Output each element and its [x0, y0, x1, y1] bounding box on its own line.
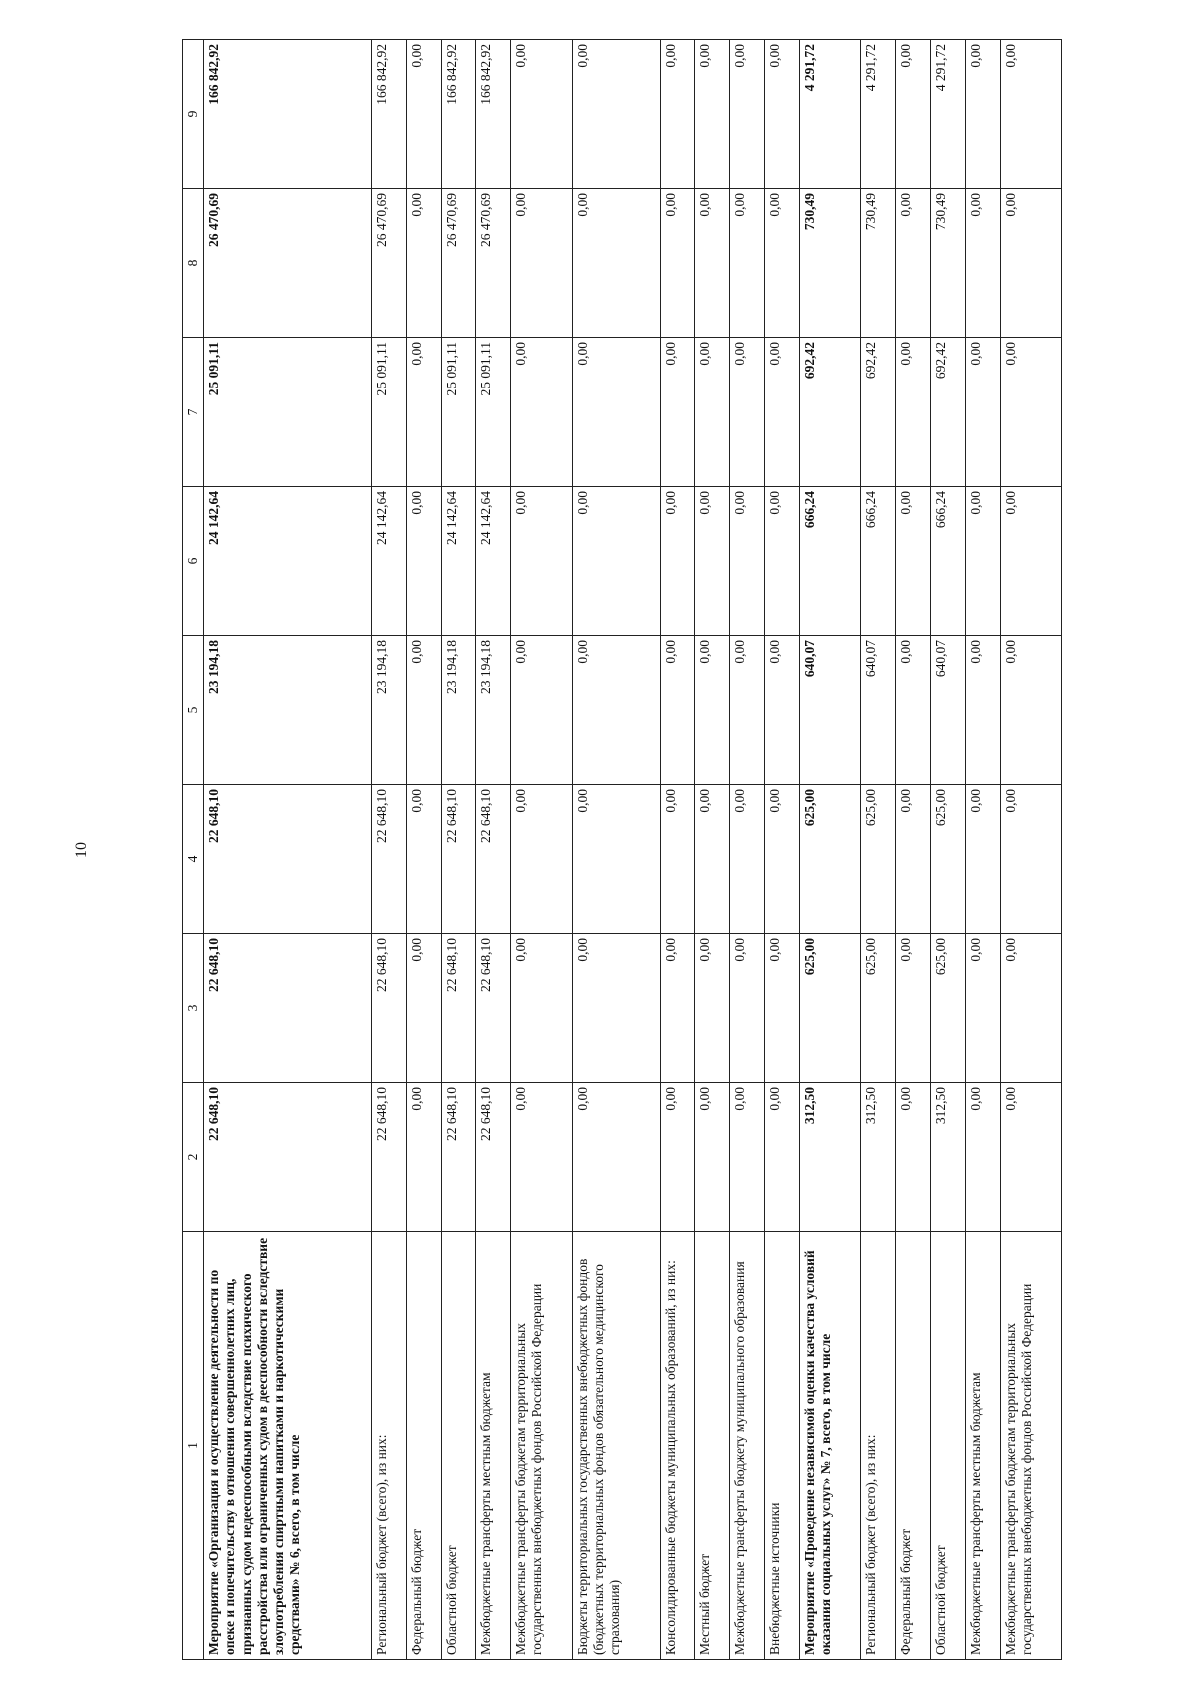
value-cell: 640,07 — [861, 636, 896, 785]
value-cell: 0,00 — [660, 487, 695, 636]
table-row — [1000, 40, 1061, 1660]
value-cell: 4 291,72 — [799, 40, 860, 189]
row-label: Межбюджетные трансферты бюджетам территориальных государственных внебюджетных фондов Российской Федерации — [511, 1232, 572, 1660]
value-cell: 692,42 — [799, 338, 860, 487]
value-cell: 0,00 — [965, 1083, 1000, 1232]
value-cell: 26 470,69 — [476, 189, 511, 338]
value-cell: 0,00 — [695, 189, 730, 338]
value-cell: 0,00 — [765, 40, 800, 189]
table-row — [572, 40, 660, 1660]
value-cell: 0,00 — [406, 785, 441, 934]
value-cell: 0,00 — [511, 487, 572, 636]
value-cell: 0,00 — [965, 785, 1000, 934]
value-cell: 25 091,11 — [371, 338, 406, 487]
value-cell: 0,00 — [896, 338, 931, 487]
row-label: Межбюджетные трансферты бюджету муниципального образования — [730, 1232, 765, 1660]
value-cell: 692,42 — [861, 338, 896, 487]
column-header: 3 — [183, 934, 204, 1083]
row-label: Мероприятие «Проведение независимой оценки качества условий оказания социальных услуг» № 7, всего, в том числе — [799, 1232, 860, 1660]
column-header: 9 — [183, 40, 204, 189]
value-cell: 0,00 — [406, 338, 441, 487]
value-cell: 0,00 — [511, 636, 572, 785]
value-cell: 0,00 — [1000, 189, 1061, 338]
value-cell: 0,00 — [765, 1083, 800, 1232]
value-cell: 625,00 — [930, 785, 965, 934]
value-cell: 0,00 — [660, 934, 695, 1083]
table-row — [896, 40, 931, 1660]
value-cell: 730,49 — [799, 189, 860, 338]
value-cell: 24 142,64 — [204, 487, 372, 636]
value-cell: 0,00 — [730, 189, 765, 338]
column-header: 4 — [183, 785, 204, 934]
value-cell: 0,00 — [406, 1083, 441, 1232]
value-cell: 730,49 — [930, 189, 965, 338]
value-cell: 22 648,10 — [371, 934, 406, 1083]
value-cell: 0,00 — [730, 636, 765, 785]
table-row — [799, 40, 860, 1660]
value-cell: 0,00 — [572, 785, 660, 934]
value-cell: 0,00 — [1000, 487, 1061, 636]
value-cell: 22 648,10 — [476, 1083, 511, 1232]
page-number: 10 — [73, 842, 90, 858]
value-cell: 0,00 — [1000, 636, 1061, 785]
row-label: Областной бюджет — [441, 1232, 476, 1660]
value-cell: 22 648,10 — [441, 1083, 476, 1232]
value-cell: 0,00 — [695, 934, 730, 1083]
value-cell: 22 648,10 — [204, 1083, 372, 1232]
header-row — [183, 40, 204, 1660]
value-cell: 0,00 — [730, 1083, 765, 1232]
table-row — [965, 40, 1000, 1660]
value-cell: 0,00 — [965, 934, 1000, 1083]
value-cell: 4 291,72 — [930, 40, 965, 189]
value-cell: 22 648,10 — [441, 785, 476, 934]
table-row — [441, 40, 476, 1660]
table-row — [730, 40, 765, 1660]
value-cell: 22 648,10 — [204, 934, 372, 1083]
value-cell: 0,00 — [965, 338, 1000, 487]
value-cell: 312,50 — [930, 1083, 965, 1232]
value-cell: 26 470,69 — [204, 189, 372, 338]
value-cell: 0,00 — [695, 785, 730, 934]
value-cell: 0,00 — [572, 636, 660, 785]
value-cell: 625,00 — [861, 785, 896, 934]
value-cell: 166 842,92 — [204, 40, 372, 189]
value-cell: 0,00 — [572, 934, 660, 1083]
value-cell: 24 142,64 — [371, 487, 406, 636]
value-cell: 166 842,92 — [371, 40, 406, 189]
value-cell: 22 648,10 — [476, 785, 511, 934]
table-body — [204, 40, 1062, 1660]
value-cell: 0,00 — [765, 189, 800, 338]
column-header: 1 — [183, 1232, 204, 1660]
table-row — [476, 40, 511, 1660]
value-cell: 625,00 — [799, 785, 860, 934]
row-label: Региональный бюджет (всего), из них: — [371, 1232, 406, 1660]
value-cell: 0,00 — [660, 636, 695, 785]
row-label: Местный бюджет — [695, 1232, 730, 1660]
value-cell: 166 842,92 — [441, 40, 476, 189]
value-cell: 666,24 — [930, 487, 965, 636]
value-cell: 22 648,10 — [204, 785, 372, 934]
value-cell: 0,00 — [765, 338, 800, 487]
value-cell: 24 142,64 — [441, 487, 476, 636]
value-cell: 0,00 — [896, 1083, 931, 1232]
value-cell: 25 091,11 — [204, 338, 372, 487]
table-row — [660, 40, 695, 1660]
value-cell: 0,00 — [965, 636, 1000, 785]
value-cell: 0,00 — [572, 338, 660, 487]
value-cell: 0,00 — [406, 189, 441, 338]
value-cell: 0,00 — [695, 338, 730, 487]
budget-table-container — [182, 40, 1062, 1660]
value-cell: 0,00 — [695, 40, 730, 189]
row-label: Консолидированные бюджеты муниципальных образований, из них: — [660, 1232, 695, 1660]
value-cell: 26 470,69 — [371, 189, 406, 338]
value-cell: 0,00 — [896, 189, 931, 338]
value-cell: 0,00 — [730, 934, 765, 1083]
column-header: 7 — [183, 338, 204, 487]
value-cell: 0,00 — [511, 40, 572, 189]
value-cell: 0,00 — [695, 487, 730, 636]
value-cell: 0,00 — [572, 189, 660, 338]
value-cell: 22 648,10 — [441, 934, 476, 1083]
value-cell: 25 091,11 — [476, 338, 511, 487]
column-header: 6 — [183, 487, 204, 636]
value-cell: 730,49 — [861, 189, 896, 338]
value-cell: 23 194,18 — [476, 636, 511, 785]
value-cell: 0,00 — [1000, 934, 1061, 1083]
table-row — [371, 40, 406, 1660]
row-label: Межбюджетные трансферты бюджетам территориальных государственных внебюджетных фондов Российской Федерации — [1000, 1232, 1061, 1660]
value-cell: 312,50 — [861, 1083, 896, 1232]
column-header: 5 — [183, 636, 204, 785]
value-cell: 0,00 — [572, 1083, 660, 1232]
table-row — [930, 40, 965, 1660]
budget-table — [182, 39, 1062, 1660]
value-cell: 0,00 — [965, 487, 1000, 636]
value-cell: 0,00 — [511, 1083, 572, 1232]
value-cell: 0,00 — [1000, 1083, 1061, 1232]
value-cell: 0,00 — [896, 785, 931, 934]
value-cell: 0,00 — [965, 40, 1000, 189]
value-cell: 24 142,64 — [476, 487, 511, 636]
value-cell: 0,00 — [406, 636, 441, 785]
value-cell: 0,00 — [406, 934, 441, 1083]
value-cell: 0,00 — [660, 189, 695, 338]
value-cell: 26 470,69 — [441, 189, 476, 338]
value-cell: 625,00 — [930, 934, 965, 1083]
value-cell: 23 194,18 — [371, 636, 406, 785]
value-cell: 0,00 — [572, 40, 660, 189]
value-cell: 0,00 — [660, 338, 695, 487]
row-label: Межбюджетные трансферты местным бюджетам — [476, 1232, 511, 1660]
value-cell: 0,00 — [765, 487, 800, 636]
row-label: Региональный бюджет (всего), из них: — [861, 1232, 896, 1660]
value-cell: 0,00 — [896, 636, 931, 785]
row-label: Внебюджетные источники — [765, 1232, 800, 1660]
value-cell: 666,24 — [799, 487, 860, 636]
value-cell: 0,00 — [1000, 338, 1061, 487]
table-row — [861, 40, 896, 1660]
value-cell: 4 291,72 — [861, 40, 896, 189]
value-cell: 0,00 — [660, 1083, 695, 1232]
row-label: Федеральный бюджет — [896, 1232, 931, 1660]
column-header: 2 — [183, 1083, 204, 1232]
table-row — [204, 40, 372, 1660]
value-cell: 625,00 — [861, 934, 896, 1083]
row-label: Мероприятие «Организация и осуществление деятельности по опеке и попечительству в отношении совершеннолетних лиц, признанных судом недееспособными вследствие психического расстройства или ограниченных судом в дееспособности вследствие злоупотребления спиртными напитками и наркотическими средствами» № 6, всего, в том числе — [204, 1232, 372, 1660]
value-cell: 25 091,11 — [441, 338, 476, 487]
value-cell: 0,00 — [572, 487, 660, 636]
row-label: Федеральный бюджет — [406, 1232, 441, 1660]
value-cell: 22 648,10 — [371, 785, 406, 934]
row-label: Бюджеты территориальных государственных внебюджетных фондов (бюджетных территориальных фондов обязательного медицинского страхования) — [572, 1232, 660, 1660]
value-cell: 0,00 — [406, 40, 441, 189]
value-cell: 640,07 — [930, 636, 965, 785]
value-cell: 0,00 — [730, 785, 765, 934]
value-cell: 23 194,18 — [441, 636, 476, 785]
value-cell: 0,00 — [896, 934, 931, 1083]
value-cell: 0,00 — [730, 487, 765, 636]
value-cell: 0,00 — [965, 189, 1000, 338]
value-cell: 0,00 — [660, 40, 695, 189]
value-cell: 0,00 — [1000, 40, 1061, 189]
table-row — [765, 40, 800, 1660]
value-cell: 166 842,92 — [476, 40, 511, 189]
value-cell: 0,00 — [730, 40, 765, 189]
value-cell: 0,00 — [511, 338, 572, 487]
value-cell: 312,50 — [799, 1083, 860, 1232]
value-cell: 0,00 — [765, 785, 800, 934]
row-label: Областной бюджет — [930, 1232, 965, 1660]
value-cell: 0,00 — [765, 636, 800, 785]
value-cell: 0,00 — [511, 189, 572, 338]
table-row — [406, 40, 441, 1660]
value-cell: 0,00 — [730, 338, 765, 487]
value-cell: 0,00 — [511, 934, 572, 1083]
table-row — [511, 40, 572, 1660]
value-cell: 0,00 — [896, 487, 931, 636]
value-cell: 0,00 — [765, 934, 800, 1083]
value-cell: 625,00 — [799, 934, 860, 1083]
value-cell: 0,00 — [695, 636, 730, 785]
value-cell: 0,00 — [660, 785, 695, 934]
table-row — [695, 40, 730, 1660]
column-header: 8 — [183, 189, 204, 338]
value-cell: 23 194,18 — [204, 636, 372, 785]
value-cell: 0,00 — [695, 1083, 730, 1232]
value-cell: 22 648,10 — [476, 934, 511, 1083]
value-cell: 666,24 — [861, 487, 896, 636]
value-cell: 640,07 — [799, 636, 860, 785]
value-cell: 0,00 — [896, 40, 931, 189]
value-cell: 0,00 — [1000, 785, 1061, 934]
row-label: Межбюджетные трансферты местным бюджетам — [965, 1232, 1000, 1660]
value-cell: 692,42 — [930, 338, 965, 487]
value-cell: 0,00 — [406, 487, 441, 636]
value-cell: 0,00 — [511, 785, 572, 934]
value-cell: 22 648,10 — [371, 1083, 406, 1232]
